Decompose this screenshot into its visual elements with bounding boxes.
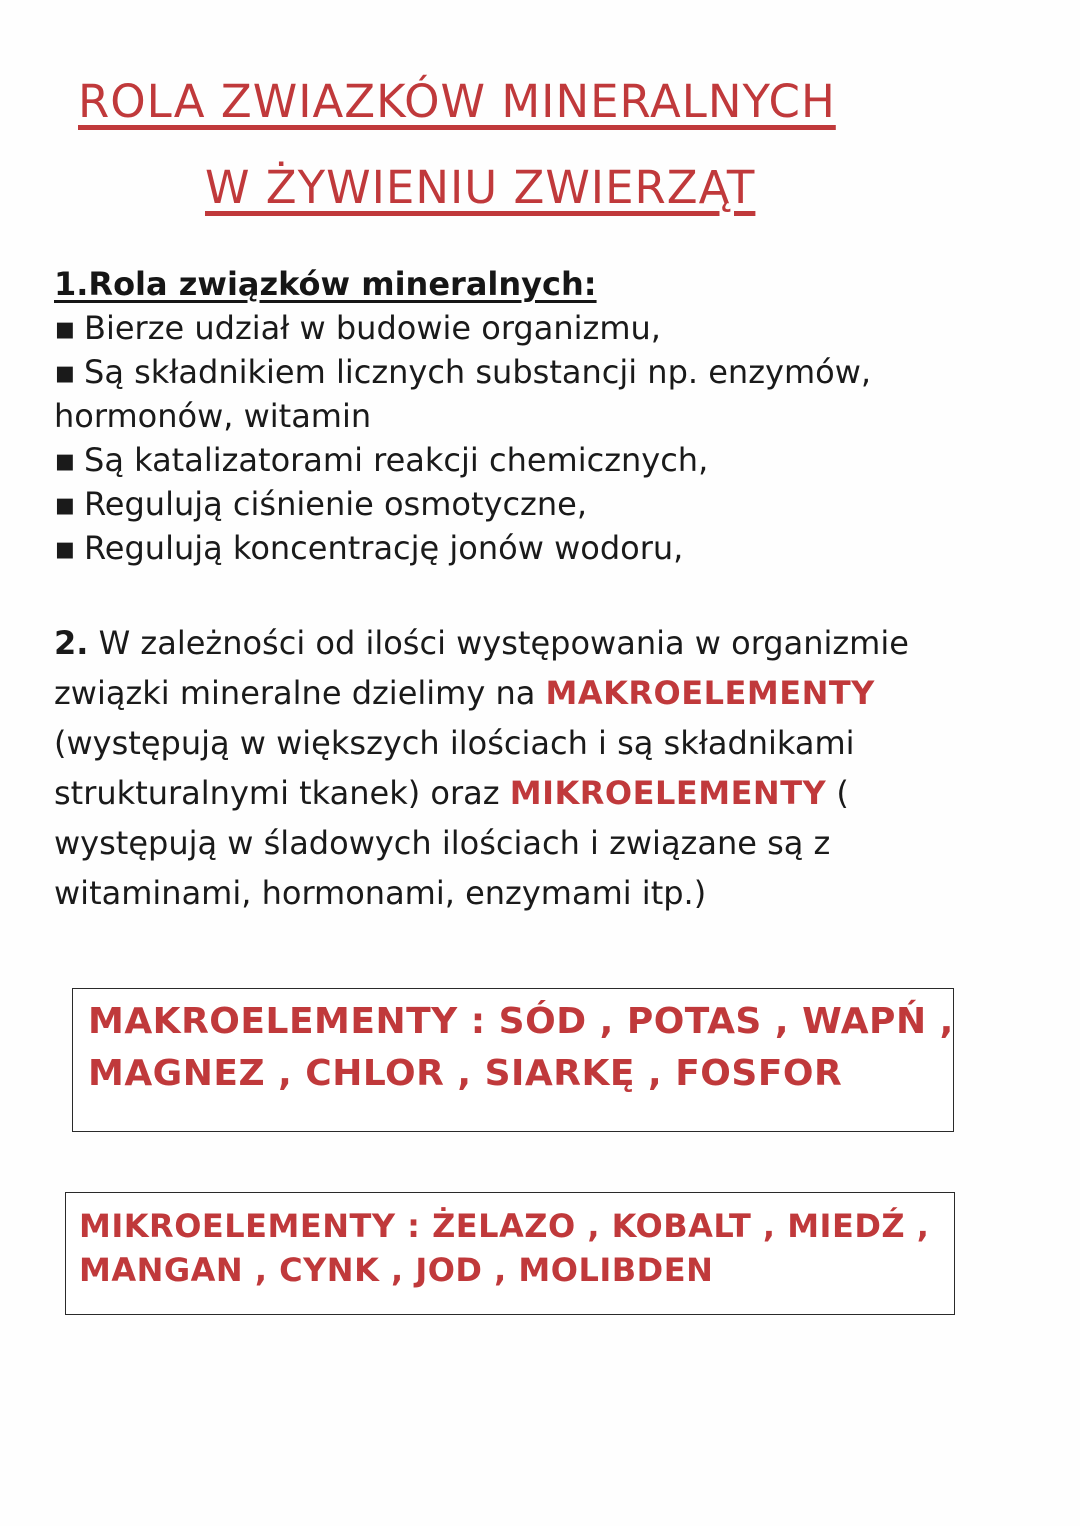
bullet-icon: ▪ — [54, 441, 76, 479]
makroelementy-line-2: MAGNEZ , CHLOR , SIARKĘ , FOSFOR — [88, 1053, 843, 1094]
title-line-1: ROLA ZWIAZKÓW MINERALNYCH — [78, 75, 836, 128]
title-line-2: W ŻYWIENIU ZWIERZĄT — [205, 161, 756, 214]
mikroelementy-highlight: MIKROELEMENTY — [509, 774, 827, 812]
bullet-item-2-continuation: hormonów, witamin — [54, 397, 372, 435]
section1-heading: 1.Rola związków mineralnych: — [54, 265, 597, 303]
section2-text-c: ( występują w śladowych ilościach i związane są z witaminami, hormonami, enzymami itp.) — [54, 774, 849, 912]
bullet-item-text: Są katalizatorami reakcji chemicznych, — [84, 441, 709, 479]
mikroelementy-line-2: MANGAN , CYNK , JOD , MOLIBDEN — [79, 1251, 714, 1289]
section2-paragraph — [54, 618, 934, 918]
bullet-item-2 — [54, 352, 871, 392]
bullet-item-text: Są składnikiem licznych substancji np. enzymów, — [84, 353, 872, 391]
mikroelementy-box — [65, 1192, 955, 1315]
section2-text-a: W zależności od ilości występowania w organizmie związki mineralne dzielimy na — [54, 624, 909, 712]
section2-number: 2. — [54, 624, 89, 662]
bullet-icon: ▪ — [54, 353, 76, 391]
bullet-icon: ▪ — [54, 485, 76, 523]
bullet-item-text: Bierze udział w budowie organizmu, — [84, 309, 661, 347]
bullet-item-3 — [54, 440, 708, 480]
bullet-item-text: Regulują ciśnienie osmotyczne, — [84, 485, 587, 523]
bullet-item-1 — [54, 308, 661, 348]
bullet-item-5 — [54, 528, 683, 568]
section2-text-b: (występują w większych ilościach i są składnikami strukturalnymi tkanek) oraz — [54, 724, 855, 812]
bullet-icon: ▪ — [54, 529, 76, 567]
makroelementy-line-1: MAKROELEMENTY : SÓD , POTAS , WAPŃ , — [88, 1001, 954, 1042]
bullet-icon: ▪ — [54, 309, 76, 347]
bullet-item-text: Regulują koncentrację jonów wodoru, — [84, 529, 684, 567]
makroelementy-box — [72, 988, 954, 1132]
mikroelementy-line-1: MIKROELEMENTY : ŻELAZO , KOBALT , MIEDŹ , — [79, 1207, 930, 1245]
bullet-item-4 — [54, 484, 587, 524]
makroelementy-highlight: MAKROELEMENTY — [545, 674, 875, 712]
